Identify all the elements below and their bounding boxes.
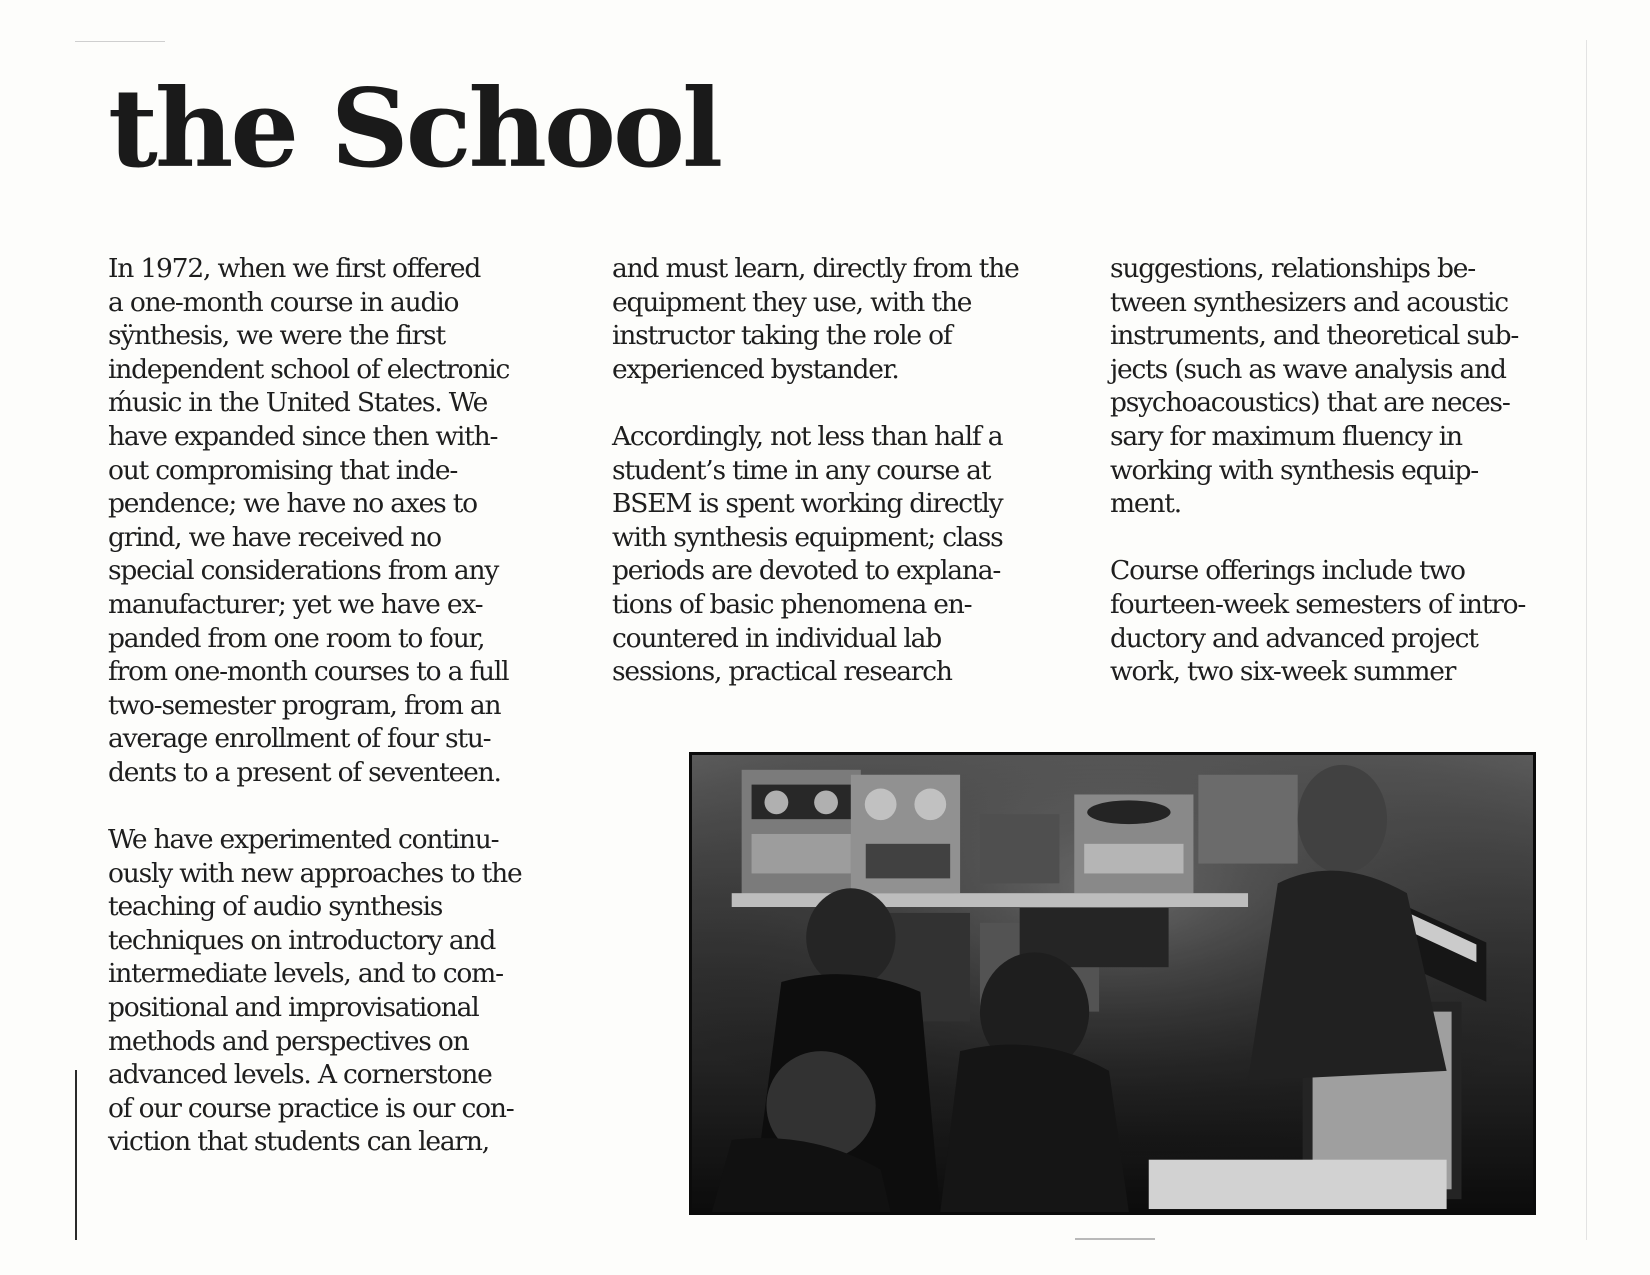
text-line: and must learn, directly from the [612,253,1019,284]
paragraph-gap [612,386,1019,420]
text-line: sary for maximum fluency in [1110,420,1462,452]
text-line: equipment they use, with the [612,286,972,318]
text-line: countered in individual lab [612,622,941,654]
text-line: independent school of electronic [108,353,510,385]
text-line: jects (such as wave analysis and [1110,353,1506,385]
text-column-3 [1110,252,1525,689]
page-edge-right [1586,40,1587,1240]
text-line: two-semester program, from an [108,689,501,721]
text-line: We have experimented continu- [108,824,499,856]
text-column-2 [612,252,1019,689]
text-line: advanced levels. A cornerstone [108,1059,492,1091]
text-line: have expanded since then with- [108,420,498,452]
text-line: grind, we have received no [108,521,441,553]
footer-mark [1075,1238,1155,1240]
text-line: instruments, and theoretical sub- [1110,320,1519,352]
text-line: In 1972, when we first offered [108,253,481,284]
text-line: dents to a present of seventeen. [108,756,501,788]
text-line: Accordingly, not less than half a [612,420,1003,452]
text-line: pendence; we have no axes to [108,488,477,520]
paragraph-gap [108,790,521,824]
text-line: special considerations from any [108,555,499,587]
page-edge-left [75,1070,77,1240]
text-line: of our course practice is our con- [108,1092,514,1124]
text-line: ously with new approaches to the [108,857,522,889]
text-line: with synthesis equipment; class [612,521,1003,553]
text-line: periods are devoted to explana- [612,555,1001,587]
text-line: from one-month courses to a full [108,656,509,688]
text-line: manufacturer; yet we have ex- [108,588,483,620]
text-line: student’s time in any course at [612,454,991,486]
paragraph-gap [1110,521,1525,555]
text-line: viction that students can learn, [108,1126,489,1158]
text-line: ductory and advanced project [1110,622,1478,654]
text-line: working with synthesis equip- [1110,454,1479,486]
text-line: sÿnthesis, we were the first [108,320,445,352]
text-line: a one-month course in audio [108,286,459,318]
text-line: teaching of audio synthesis [108,891,443,923]
studio-photo [689,752,1536,1215]
text-line: sessions, practical research [612,656,952,688]
text-line: instructor taking the role of [612,320,952,352]
text-line: average enrollment of four stu- [108,723,491,755]
text-line: work, two six-week summer [1110,656,1456,688]
text-line: ment. [1110,488,1181,520]
text-line: panded from one room to four, [108,622,485,654]
text-line: intermediate levels, and to com- [108,958,503,990]
text-line: fourteen-week semesters of intro- [1110,588,1526,620]
text-line: tions of basic phenomena en- [612,588,972,620]
text-line: out compromising that inde- [108,454,458,486]
text-line: ḿusic in the United States. We [108,387,488,419]
studio-photo-illustration [692,755,1533,1212]
text-line: experienced bystander. [612,353,899,385]
text-line: tween synthesizers and acoustic [1110,286,1508,318]
page-edge-top [75,41,165,42]
page-title: the School [108,66,721,192]
text-line: positional and improvisational [108,992,479,1024]
text-line: BSEM is spent working directly [612,488,1003,520]
text-line: psychoacoustics) that are neces- [1110,387,1510,419]
text-line: suggestions, relationships be- [1110,253,1475,284]
text-column-1 [108,252,521,1159]
text-line: Course offerings include two [1110,555,1465,587]
text-line: methods and perspectives on [108,1025,469,1057]
text-line: techniques on introductory and [108,924,496,956]
